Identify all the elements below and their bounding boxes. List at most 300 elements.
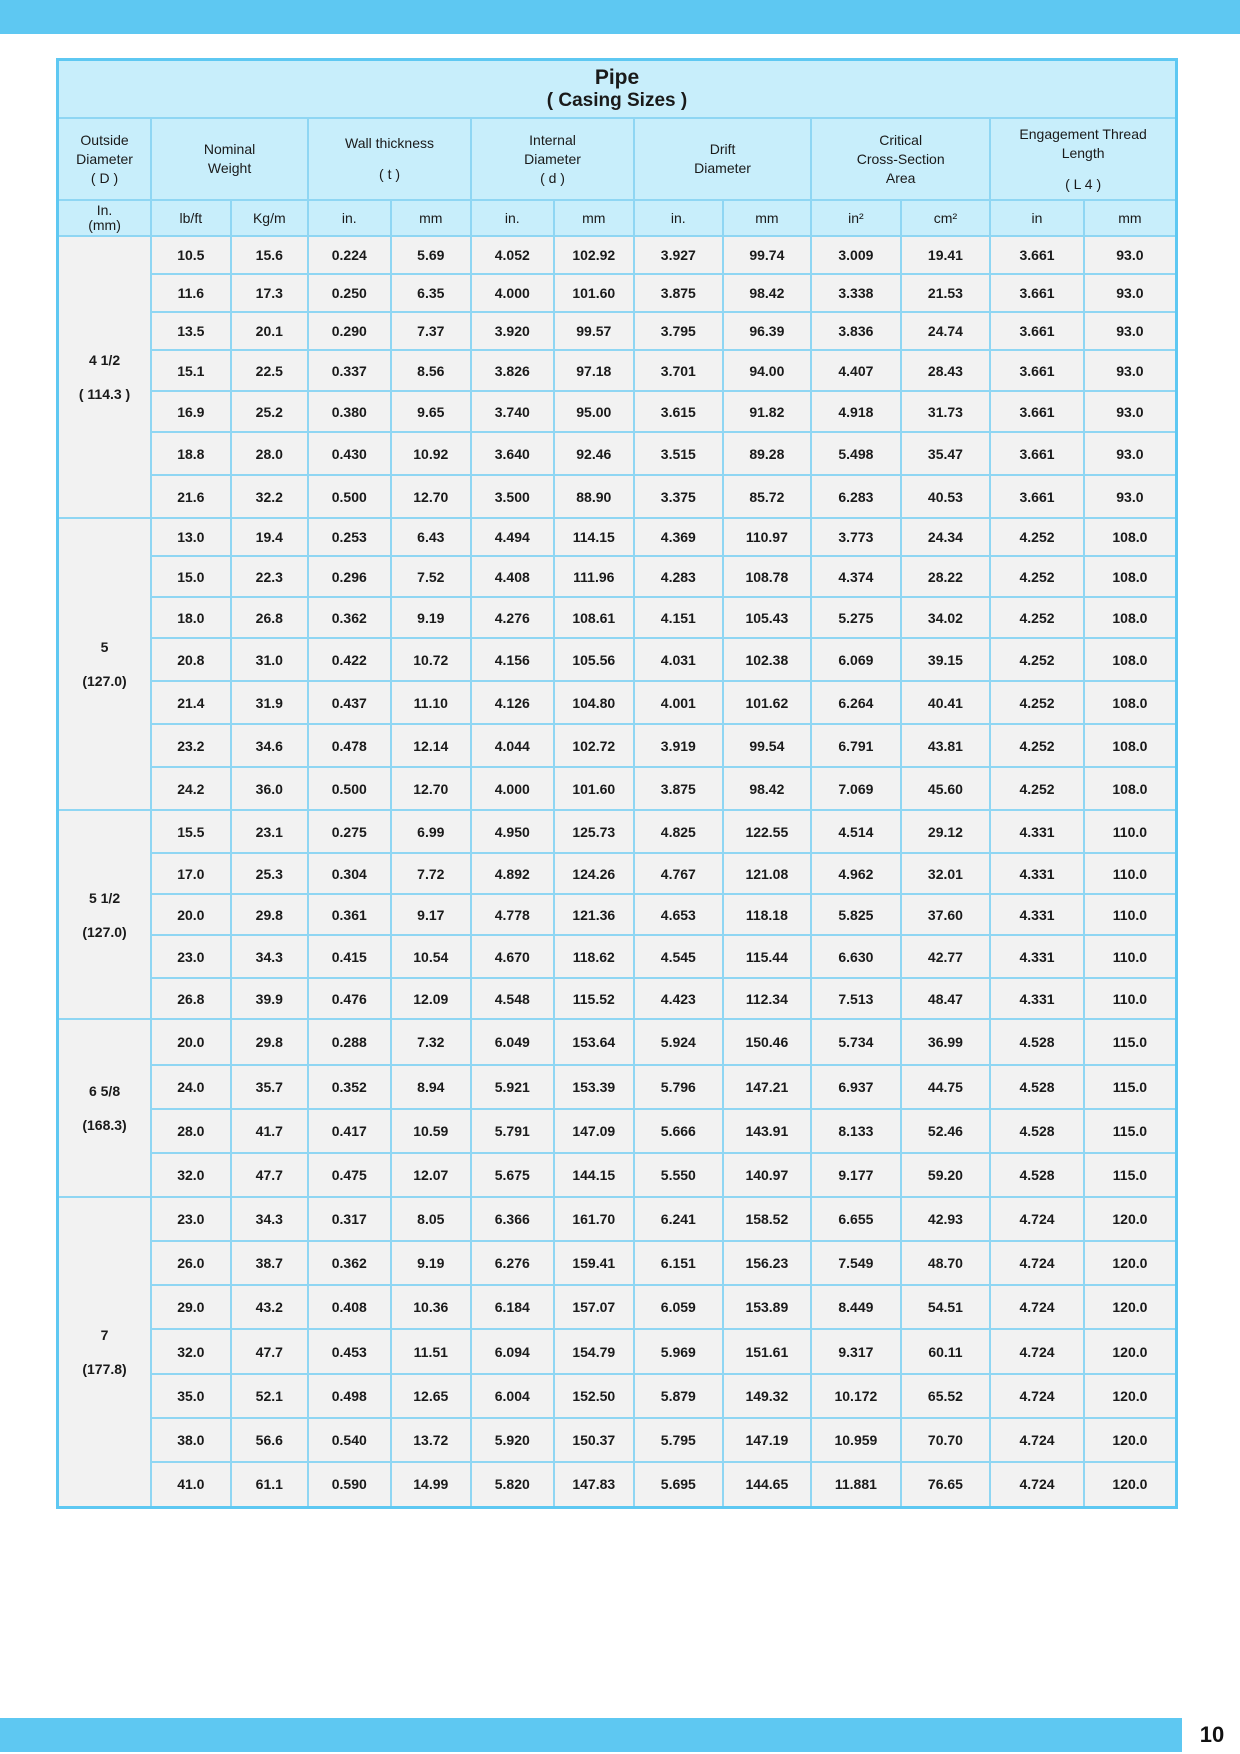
table-cell: 140.97: [723, 1153, 812, 1197]
casing-sizes-table: [56, 58, 1178, 1509]
table-cell: 3.740: [471, 391, 554, 432]
table-row: [58, 1019, 1177, 1065]
table-cell: 102.92: [554, 236, 635, 274]
table-cell: 20.0: [151, 894, 230, 935]
table-cell: 144.65: [723, 1462, 812, 1507]
outside-diameter-cell: [58, 1019, 152, 1197]
table-cell: 114.15: [554, 518, 635, 556]
table-cell: 4.423: [634, 978, 723, 1019]
table-cell: 4.044: [471, 724, 554, 767]
table-cell: 35.47: [901, 432, 991, 475]
table-cell: 150.37: [554, 1418, 635, 1462]
table-cell: 4.494: [471, 518, 554, 556]
table-cell: 85.72: [723, 475, 812, 518]
table-cell: 4.252: [990, 518, 1084, 556]
table-cell: 0.590: [308, 1462, 391, 1507]
table-cell: 110.0: [1084, 810, 1177, 853]
table-cell: 150.46: [723, 1019, 812, 1065]
table-cell: 124.26: [554, 853, 635, 894]
table-cell: 108.0: [1084, 556, 1177, 597]
page-number: 10: [1199, 1722, 1225, 1747]
table-cell: 44.75: [901, 1065, 991, 1109]
table-cell: 65.52: [901, 1374, 991, 1418]
table-cell: 93.0: [1084, 236, 1177, 274]
table-row: [58, 597, 1177, 638]
unit-header-cell: Kg/m: [231, 200, 308, 236]
table-cell: 40.41: [901, 681, 991, 724]
table-cell: 93.0: [1084, 391, 1177, 432]
table-cell: 21.53: [901, 274, 991, 312]
table-cell: 94.00: [723, 350, 812, 391]
table-cell: 121.08: [723, 853, 812, 894]
table-cell: 95.00: [554, 391, 635, 432]
table-cell: 108.0: [1084, 638, 1177, 681]
table-cell: 92.46: [554, 432, 635, 475]
table-cell: 4.670: [471, 935, 554, 978]
table-cell: 23.0: [151, 935, 230, 978]
table-cell: 32.0: [151, 1329, 230, 1374]
table-cell: 110.97: [723, 518, 812, 556]
table-cell: 35.7: [231, 1065, 308, 1109]
table-cell: 110.0: [1084, 894, 1177, 935]
table-cell: 11.10: [391, 681, 472, 724]
table-cell: 153.89: [723, 1285, 812, 1329]
table-cell: 143.91: [723, 1109, 812, 1153]
table-cell: 26.8: [231, 597, 308, 638]
table-cell: 15.1: [151, 350, 230, 391]
table-cell: 40.53: [901, 475, 991, 518]
table-cell: 25.3: [231, 853, 308, 894]
table-cell: 35.0: [151, 1374, 230, 1418]
table-cell: 161.70: [554, 1197, 635, 1241]
table-cell: 20.0: [151, 1019, 230, 1065]
table-cell: 3.009: [811, 236, 901, 274]
outside-diameter-in: 5 1/2: [88, 889, 121, 906]
table-cell: 9.19: [391, 597, 472, 638]
table-cell: 0.352: [308, 1065, 391, 1109]
table-cell: 0.476: [308, 978, 391, 1019]
table-cell: 10.959: [811, 1418, 901, 1462]
table-cell: 157.07: [554, 1285, 635, 1329]
table-cell: 31.73: [901, 391, 991, 432]
table-cell: 4.528: [990, 1065, 1084, 1109]
table-row: [58, 1153, 1177, 1197]
table-cell: 3.826: [471, 350, 554, 391]
table-cell: 5.825: [811, 894, 901, 935]
outside-diameter-in: 6 5/8: [88, 1083, 121, 1099]
table-cell: 4.052: [471, 236, 554, 274]
table-cell: 0.362: [308, 1241, 391, 1285]
table-cell: 120.0: [1084, 1418, 1177, 1462]
table-cell: 0.498: [308, 1374, 391, 1418]
bottom-color-band: [0, 1718, 1182, 1752]
table-cell: 101.60: [554, 767, 635, 810]
table-cell: 8.449: [811, 1285, 901, 1329]
unit-header-cell: in.: [308, 200, 391, 236]
table-cell: 23.1: [231, 810, 308, 853]
table-cell: 6.184: [471, 1285, 554, 1329]
table-cell: 0.275: [308, 810, 391, 853]
table-cell: 9.65: [391, 391, 472, 432]
table-cell: 24.2: [151, 767, 230, 810]
table-cell: 158.52: [723, 1197, 812, 1241]
table-cell: 76.65: [901, 1462, 991, 1507]
table-cell: 93.0: [1084, 350, 1177, 391]
table-cell: 105.43: [723, 597, 812, 638]
table-cell: 12.70: [391, 475, 472, 518]
table-cell: 6.43: [391, 518, 472, 556]
table-cell: 15.5: [151, 810, 230, 853]
header-outside-diameter: Outside Diameter ( D ): [58, 118, 152, 200]
table-row: [58, 853, 1177, 894]
table-cell: 5.879: [634, 1374, 723, 1418]
table-cell: 10.59: [391, 1109, 472, 1153]
table-cell: 5.969: [634, 1329, 723, 1374]
table-cell: 3.773: [811, 518, 901, 556]
table-cell: 118.62: [554, 935, 635, 978]
table-row: [58, 681, 1177, 724]
table-cell: 17.3: [231, 274, 308, 312]
table-cell: 6.655: [811, 1197, 901, 1241]
table-cell: 4.156: [471, 638, 554, 681]
table-cell: 0.288: [308, 1019, 391, 1065]
table-row: [58, 556, 1177, 597]
table-title: [58, 60, 1177, 119]
table-cell: 6.241: [634, 1197, 723, 1241]
table-cell: 3.661: [990, 274, 1084, 312]
table-cell: 28.0: [151, 1109, 230, 1153]
table-cell: 3.836: [811, 312, 901, 350]
table-cell: 4.126: [471, 681, 554, 724]
table-cell: 17.0: [151, 853, 230, 894]
table-cell: 122.55: [723, 810, 812, 853]
table-cell: 6.283: [811, 475, 901, 518]
table-cell: 151.61: [723, 1329, 812, 1374]
table-cell: 0.478: [308, 724, 391, 767]
table-cell: 9.177: [811, 1153, 901, 1197]
table-cell: 21.6: [151, 475, 230, 518]
table-cell: 4.778: [471, 894, 554, 935]
table-cell: 99.74: [723, 236, 812, 274]
table-cell: 11.6: [151, 274, 230, 312]
table-cell: 5.734: [811, 1019, 901, 1065]
table-cell: 3.875: [634, 274, 723, 312]
unit-header-cell: in²: [811, 200, 901, 236]
table-cell: 29.8: [231, 894, 308, 935]
unit-header-cell: in.: [634, 200, 723, 236]
table-cell: 4.724: [990, 1462, 1084, 1507]
table-cell: 4.962: [811, 853, 901, 894]
header-drift-diameter: Drift Diameter: [634, 118, 811, 200]
table-cell: 115.0: [1084, 1065, 1177, 1109]
table-cell: 12.09: [391, 978, 472, 1019]
table-cell: 88.90: [554, 475, 635, 518]
table-title-sub: ( Casing Sizes ): [546, 90, 688, 111]
table-cell: 120.0: [1084, 1374, 1177, 1418]
table-cell: 22.3: [231, 556, 308, 597]
table-cell: 5.550: [634, 1153, 723, 1197]
unit-header-cell: In. (mm): [58, 200, 152, 236]
table-cell: 153.39: [554, 1065, 635, 1109]
outside-diameter-in: 5: [100, 639, 109, 655]
table-cell: 118.18: [723, 894, 812, 935]
table-cell: 7.549: [811, 1241, 901, 1285]
table-cell: 0.253: [308, 518, 391, 556]
table-cell: 154.79: [554, 1329, 635, 1374]
table-cell: 10.92: [391, 432, 472, 475]
table-cell: 6.264: [811, 681, 901, 724]
table-cell: 0.380: [308, 391, 391, 432]
table-cell: 6.004: [471, 1374, 554, 1418]
table-cell: 48.70: [901, 1241, 991, 1285]
table-cell: 5.69: [391, 236, 472, 274]
table-cell: 0.290: [308, 312, 391, 350]
table-cell: 108.0: [1084, 518, 1177, 556]
table-cell: 13.5: [151, 312, 230, 350]
table-cell: 159.41: [554, 1241, 635, 1285]
table-cell: 147.21: [723, 1065, 812, 1109]
table-cell: 4.528: [990, 1109, 1084, 1153]
table-cell: 3.500: [471, 475, 554, 518]
outside-diameter-mm: (127.0): [82, 923, 127, 940]
unit-header-cell: mm: [723, 200, 812, 236]
table-cell: 3.795: [634, 312, 723, 350]
table-cell: 19.4: [231, 518, 308, 556]
table-cell: 34.3: [231, 935, 308, 978]
table-cell: 98.42: [723, 274, 812, 312]
table-cell: 9.317: [811, 1329, 901, 1374]
table-cell: 0.224: [308, 236, 391, 274]
table-cell: 4.000: [471, 274, 554, 312]
table-cell: 4.252: [990, 767, 1084, 810]
table-cell: 0.417: [308, 1109, 391, 1153]
table-cell: 111.96: [554, 556, 635, 597]
table-cell: 0.250: [308, 274, 391, 312]
table-cell: 108.0: [1084, 767, 1177, 810]
table-cell: 31.9: [231, 681, 308, 724]
table-cell: 32.01: [901, 853, 991, 894]
table-cell: 14.99: [391, 1462, 472, 1507]
table-cell: 4.374: [811, 556, 901, 597]
table-cell: 120.0: [1084, 1285, 1177, 1329]
table-cell: 5.820: [471, 1462, 554, 1507]
table-cell: 125.73: [554, 810, 635, 853]
table-row: [58, 312, 1177, 350]
table-row: [58, 1374, 1177, 1418]
table-cell: 112.34: [723, 978, 812, 1019]
header-thread-length: Engagement Thread Length ( L 4 ): [990, 118, 1176, 200]
table-cell: 4.001: [634, 681, 723, 724]
table-cell: 149.32: [723, 1374, 812, 1418]
table-cell: 3.640: [471, 432, 554, 475]
table-cell: 10.36: [391, 1285, 472, 1329]
table-cell: 19.41: [901, 236, 991, 274]
table-row: [58, 236, 1177, 274]
table-cell: 23.2: [151, 724, 230, 767]
table-cell: 108.78: [723, 556, 812, 597]
table-cell: 4.528: [990, 1153, 1084, 1197]
table-cell: 147.09: [554, 1109, 635, 1153]
table-cell: 8.133: [811, 1109, 901, 1153]
table-cell: 26.0: [151, 1241, 230, 1285]
table-cell: 12.70: [391, 767, 472, 810]
table-cell: 3.338: [811, 274, 901, 312]
table-cell: 0.317: [308, 1197, 391, 1241]
table-cell: 0.337: [308, 350, 391, 391]
table-cell: 31.0: [231, 638, 308, 681]
table-cell: 4.000: [471, 767, 554, 810]
table-cell: 13.72: [391, 1418, 472, 1462]
table-row: [58, 1241, 1177, 1285]
table-cell: 152.50: [554, 1374, 635, 1418]
table-cell: 38.0: [151, 1418, 230, 1462]
table-cell: 0.415: [308, 935, 391, 978]
table-cell: 4.031: [634, 638, 723, 681]
table-cell: 26.8: [151, 978, 230, 1019]
table-cell: 29.8: [231, 1019, 308, 1065]
table-cell: 6.630: [811, 935, 901, 978]
unit-header-cell: mm: [554, 200, 635, 236]
table-cell: 18.0: [151, 597, 230, 638]
table-cell: 25.2: [231, 391, 308, 432]
table-cell: 5.695: [634, 1462, 723, 1507]
table-cell: 4.331: [990, 935, 1084, 978]
table-cell: 10.54: [391, 935, 472, 978]
table-cell: 5.796: [634, 1065, 723, 1109]
table-cell: 8.05: [391, 1197, 472, 1241]
table-row: [58, 1462, 1177, 1507]
table-cell: 6.791: [811, 724, 901, 767]
unit-header-cell: in.: [471, 200, 554, 236]
table-cell: 105.56: [554, 638, 635, 681]
table-row: [58, 432, 1177, 475]
table-cell: 96.39: [723, 312, 812, 350]
table-cell: 7.37: [391, 312, 472, 350]
table-cell: 4.252: [990, 681, 1084, 724]
table-cell: 37.60: [901, 894, 991, 935]
table-cell: 45.60: [901, 767, 991, 810]
table-row: [58, 391, 1177, 432]
table-cell: 12.07: [391, 1153, 472, 1197]
table-cell: 4.724: [990, 1418, 1084, 1462]
table-row: [58, 1285, 1177, 1329]
table-cell: 4.653: [634, 894, 723, 935]
table-row: [58, 638, 1177, 681]
table-cell: 24.34: [901, 518, 991, 556]
table-cell: 24.74: [901, 312, 991, 350]
table-cell: 59.20: [901, 1153, 991, 1197]
table-cell: 0.296: [308, 556, 391, 597]
table-cell: 3.661: [990, 391, 1084, 432]
table-cell: 3.661: [990, 432, 1084, 475]
table-cell: 120.0: [1084, 1241, 1177, 1285]
table-cell: 13.0: [151, 518, 230, 556]
table-cell: 4.545: [634, 935, 723, 978]
table-cell: 36.99: [901, 1019, 991, 1065]
table-cell: 7.069: [811, 767, 901, 810]
table-cell: 43.81: [901, 724, 991, 767]
table-cell: 15.0: [151, 556, 230, 597]
table-row: [58, 1109, 1177, 1153]
table-cell: 99.54: [723, 724, 812, 767]
table-cell: 52.46: [901, 1109, 991, 1153]
table-cell: 4.408: [471, 556, 554, 597]
unit-header-cell: cm²: [901, 200, 991, 236]
table-cell: 115.0: [1084, 1109, 1177, 1153]
table-row: [58, 978, 1177, 1019]
table-cell: 0.361: [308, 894, 391, 935]
table-cell: 4.331: [990, 853, 1084, 894]
table-cell: 3.661: [990, 350, 1084, 391]
table-cell: 0.422: [308, 638, 391, 681]
table-cell: 56.6: [231, 1418, 308, 1462]
table-cell: 4.252: [990, 724, 1084, 767]
table-cell: 98.42: [723, 767, 812, 810]
table-title-main: Pipe: [594, 66, 640, 89]
table-cell: 4.407: [811, 350, 901, 391]
table-cell: 4.528: [990, 1019, 1084, 1065]
table-cell: 28.43: [901, 350, 991, 391]
table-cell: 3.919: [634, 724, 723, 767]
table-cell: 41.0: [151, 1462, 230, 1507]
table-cell: 91.82: [723, 391, 812, 432]
table-cell: 93.0: [1084, 475, 1177, 518]
table-cell: 115.0: [1084, 1153, 1177, 1197]
table-cell: 0.540: [308, 1418, 391, 1462]
unit-header-cell: lb/ft: [151, 200, 230, 236]
table-row: [58, 1197, 1177, 1241]
table-cell: 39.15: [901, 638, 991, 681]
table-cell: 15.6: [231, 236, 308, 274]
table-cell: 5.791: [471, 1109, 554, 1153]
table-row: [58, 1418, 1177, 1462]
table-cell: 104.80: [554, 681, 635, 724]
table-cell: 6.069: [811, 638, 901, 681]
table-cell: 4.252: [990, 638, 1084, 681]
outside-diameter-cell: [58, 810, 152, 1019]
table-cell: 5.675: [471, 1153, 554, 1197]
table-cell: 4.918: [811, 391, 901, 432]
table-cell: 16.9: [151, 391, 230, 432]
table-cell: 6.937: [811, 1065, 901, 1109]
table-cell: 3.927: [634, 236, 723, 274]
table-cell: 120.0: [1084, 1462, 1177, 1507]
table-cell: 3.920: [471, 312, 554, 350]
table-cell: 22.5: [231, 350, 308, 391]
table-cell: 4.252: [990, 556, 1084, 597]
table-cell: 5.498: [811, 432, 901, 475]
table-cell: 4.950: [471, 810, 554, 853]
table-cell: 120.0: [1084, 1329, 1177, 1374]
table-cell: 3.615: [634, 391, 723, 432]
table-cell: 6.276: [471, 1241, 554, 1285]
table-cell: 42.77: [901, 935, 991, 978]
table-row: [58, 935, 1177, 978]
table-cell: 110.0: [1084, 935, 1177, 978]
table-cell: 3.661: [990, 312, 1084, 350]
table-cell: 7.52: [391, 556, 472, 597]
table-cell: 4.548: [471, 978, 554, 1019]
table-cell: 4.331: [990, 810, 1084, 853]
outside-diameter-mm: (168.3): [82, 1117, 127, 1133]
table-cell: 4.892: [471, 853, 554, 894]
table-cell: 34.02: [901, 597, 991, 638]
table-cell: 5.920: [471, 1418, 554, 1462]
table-row: [58, 894, 1177, 935]
table-cell: 41.7: [231, 1109, 308, 1153]
header-internal-diameter: Internal Diameter ( d ): [471, 118, 634, 200]
table-cell: 93.0: [1084, 312, 1177, 350]
